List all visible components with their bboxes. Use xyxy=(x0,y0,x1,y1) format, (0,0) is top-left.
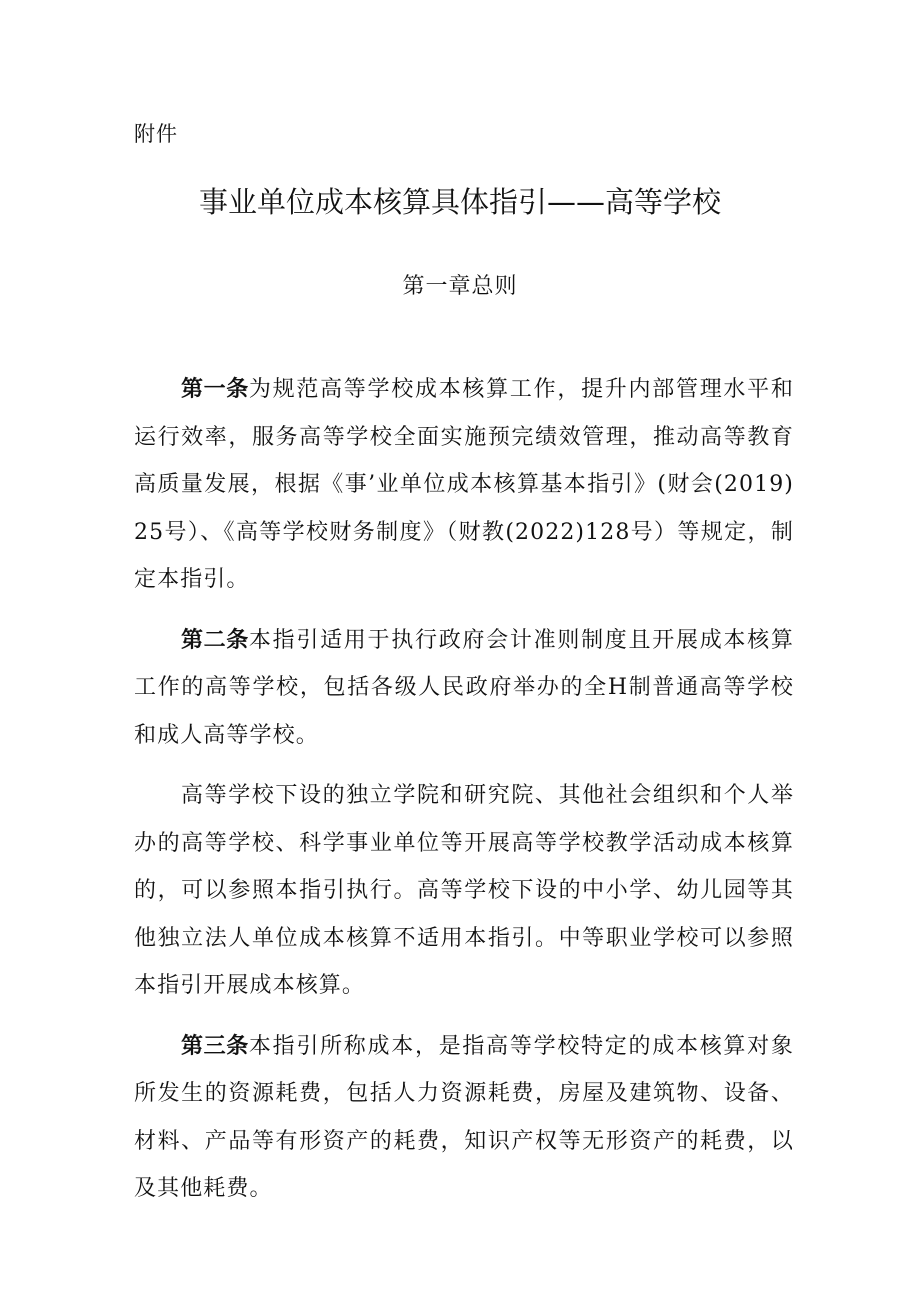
chapter-heading: 第一章总则 xyxy=(402,274,518,299)
article-1-label: 第一条 xyxy=(181,377,249,402)
article-2-continuation-text: 高等学校下设的独立学院和研究院、其他社会组织和个人举办的高等学校、科学事业单位等开展高等学校教学活动成本核算的，可以参照本指引执行。高等学校下设的中小学、幼儿园等其他独立法人单位成本核算不适用本指引。中等职业学校可以参照本指引开展成本核算。 xyxy=(134,783,794,998)
article-2-text: 本指引适用于执行政府会计准则制度且开展成本核算工作的高等学校，包括各级人民政府举办的全H制普通高等学校和成人高等学校。 xyxy=(134,627,794,748)
article-3-paragraph xyxy=(134,1023,794,1213)
document-title: 事业单位成本核算具体指引——高等学校 xyxy=(198,185,721,219)
document-body xyxy=(134,366,794,1225)
article-3-label: 第三条 xyxy=(181,1033,249,1059)
article-1-text: 为规范高等学校成本核算工作，提升内部管理水平和运行效率，服务高等学校全面实施预完绩效管理，推动高等教育高质量发展，根据《事’业单位成本核算基本指引》(财会(2019)25号）、《高等学校财务制度》（财教(2022)128号）等规定，制定本指引。 xyxy=(134,377,794,592)
attachment-label: 附件 xyxy=(134,122,178,146)
article-2-paragraph xyxy=(134,617,794,760)
article-2-continuation-paragraph xyxy=(134,772,794,1010)
article-2-label: 第二条 xyxy=(181,627,249,653)
article-1-paragraph xyxy=(134,366,794,604)
article-3-text: 本指引所称成本，是指高等学校特定的成本核算对象所发生的资源耗费，包括人力资源耗费，房屋及建筑物、设备、材料、产品等有形资产的耗费，知识产权等无形资产的耗费，以及其他耗费。 xyxy=(134,1033,794,1201)
